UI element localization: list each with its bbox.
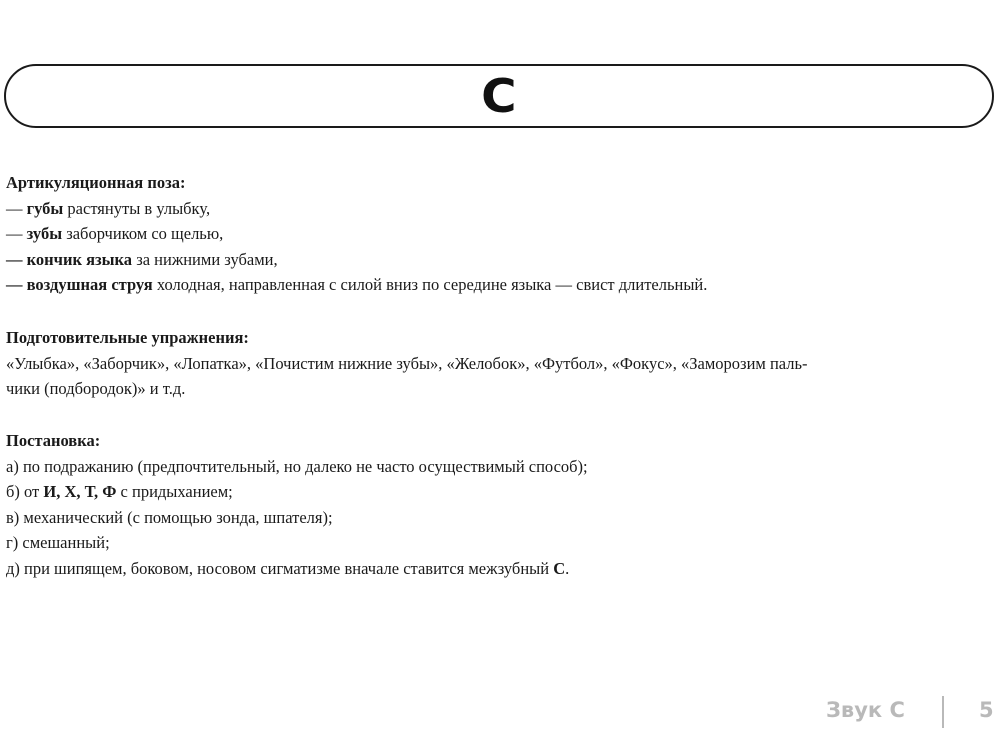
- item-text: растянуты в улыбку,: [63, 198, 211, 218]
- setup-item-b: [6, 479, 996, 505]
- articulation-item-lips: [6, 196, 996, 222]
- sound-title-banner: [4, 64, 994, 128]
- articulation-item-air-stream: [6, 272, 996, 298]
- exercises-list-line-1: «Улыбка», «Заборчик», «Лопатка», «Почистим нижние зубы», «Желобок», «Футбол», «Фокус», «Заморозим паль-: [6, 353, 808, 373]
- item-term: кончик языка: [26, 249, 133, 269]
- item-text: .: [565, 558, 570, 578]
- setup-item-d: г) смешанный;: [6, 533, 110, 552]
- item-dash: —: [6, 224, 27, 243]
- item-text: б) от: [6, 482, 44, 501]
- item-text: холодная, направленная с силой вниз по середине языка — свист длительный.: [152, 275, 708, 294]
- item-dash: —: [6, 249, 27, 269]
- item-term: И, Х, Т, Ф: [43, 482, 117, 501]
- articulation-item-teeth: [6, 221, 996, 247]
- setup-item-e: [6, 556, 996, 582]
- item-dash: —: [6, 198, 27, 218]
- item-text: за нижними зубами,: [132, 249, 278, 269]
- page-number: 5: [979, 698, 994, 722]
- page-footer: [0, 696, 1000, 730]
- articulation-item-tongue-tip: [6, 247, 996, 273]
- setup-section: [6, 428, 996, 581]
- articulation-heading: Артикуляционная поза:: [6, 173, 186, 192]
- item-text: с придыханием;: [116, 482, 233, 501]
- exercises-list-line-2: чики (подбородок)» и т.д.: [6, 379, 186, 398]
- setup-heading: Постановка:: [6, 431, 101, 450]
- setup-item-c: в) механический (с помощью зонда, шпателя);: [6, 507, 333, 527]
- item-text: д) при шипящем, боковом, носовом сигматизме вначале ставится межзубный: [6, 558, 554, 578]
- item-text: заборчиком со щелью,: [62, 224, 224, 243]
- footer-section-label: Звук С: [826, 698, 905, 722]
- item-term: губы: [26, 198, 64, 218]
- exercises-heading: Подготовительные упражнения:: [6, 328, 249, 347]
- exercises-section: [6, 325, 996, 402]
- item-term: зубы: [26, 224, 63, 243]
- footer-divider: [942, 696, 944, 728]
- item-term: С: [553, 558, 566, 578]
- item-dash: —: [6, 275, 27, 294]
- item-term: воздушная струя: [26, 275, 153, 294]
- setup-item-a: а) по подражанию (предпочтительный, но далеко не часто осуществимый способ);: [6, 456, 588, 476]
- articulation-section: [6, 170, 996, 298]
- sound-title-letter: С: [481, 69, 517, 123]
